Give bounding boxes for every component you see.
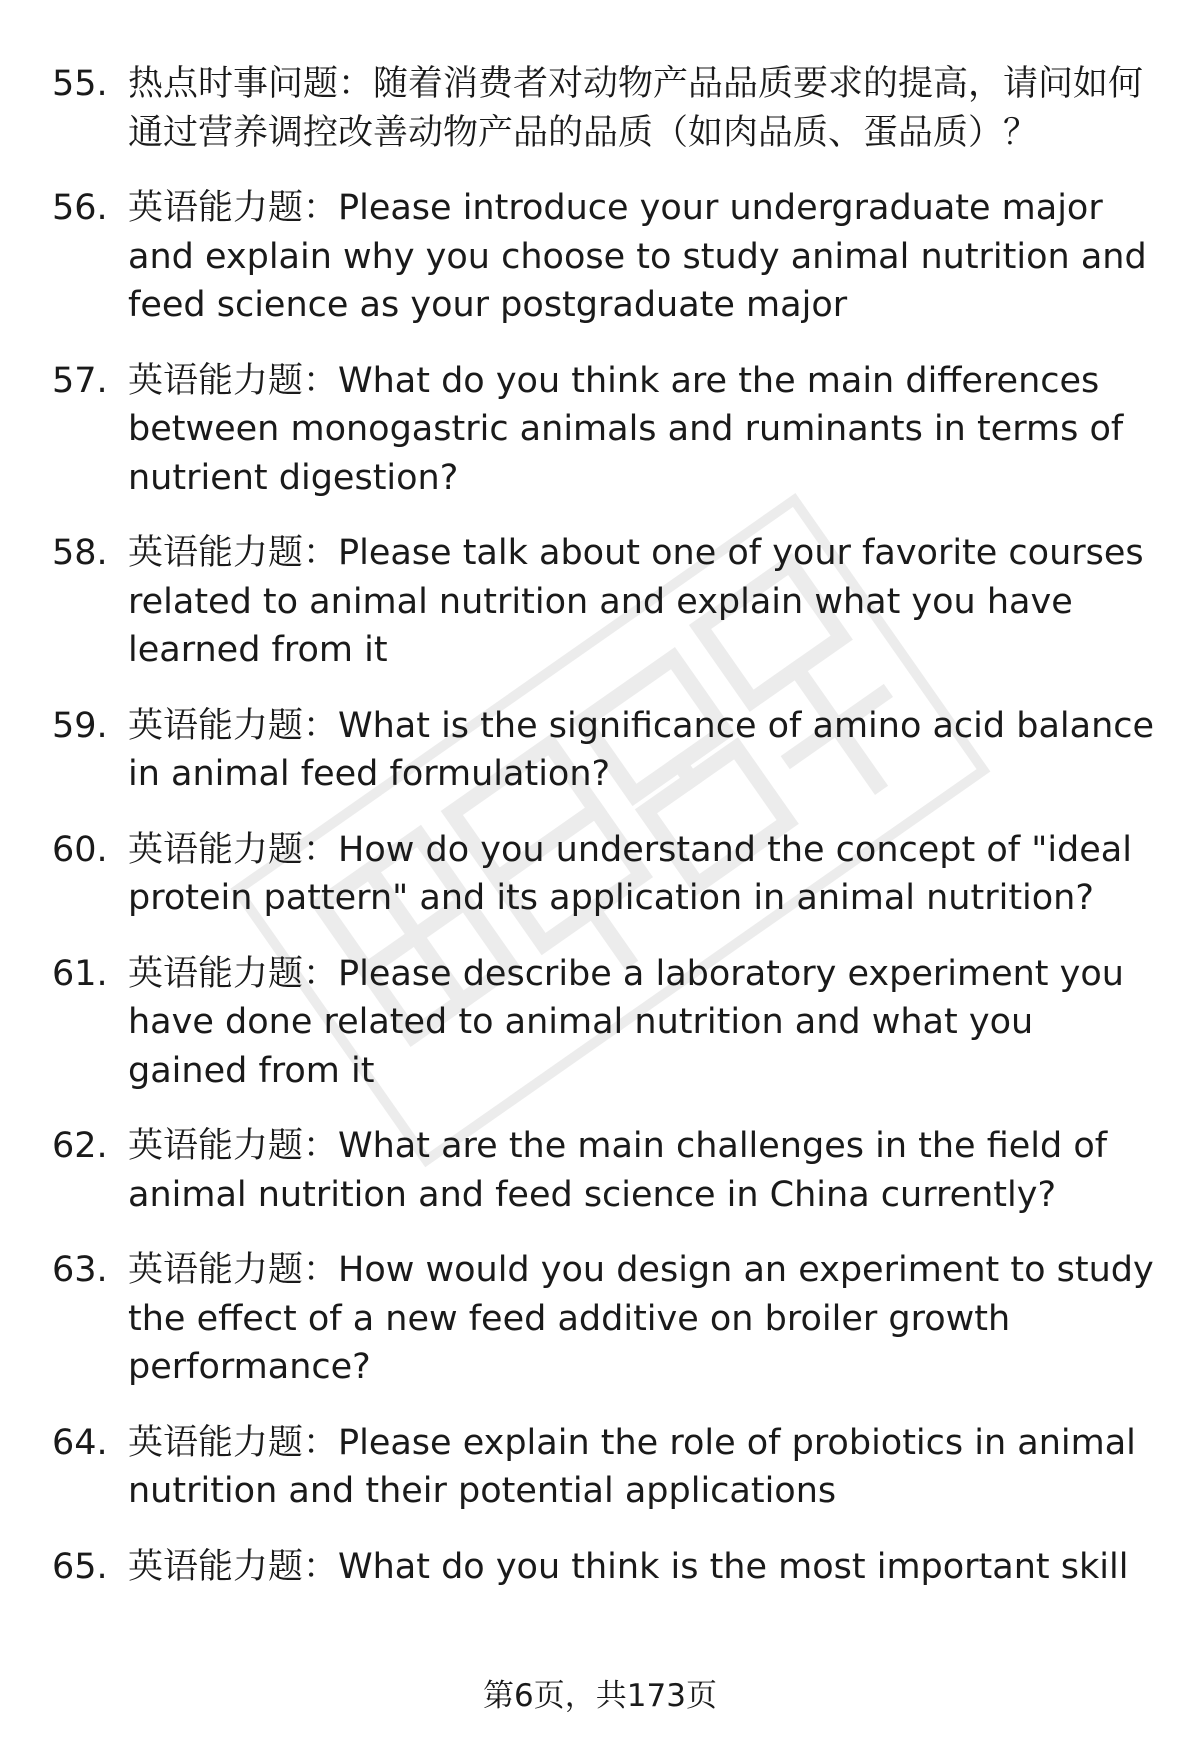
question-item (0, 1543, 1200, 1592)
question-item (0, 702, 1200, 799)
question-number: 58. (52, 533, 108, 573)
question-item (0, 1246, 1200, 1392)
question-list (0, 60, 1200, 1618)
question-item (0, 357, 1200, 503)
question-text: 英语能力题：Please introduce your undergraduate major and explain why you choose to study animal nutrition and feed science as your postgraduate major (128, 188, 1147, 325)
question-number: 61. (52, 953, 108, 994)
question-item (0, 826, 1200, 923)
question-number: 65. (52, 1546, 108, 1587)
question-number: 57. (52, 360, 108, 401)
question-text: 英语能力题：What do you think is the most important skill (128, 1546, 1129, 1587)
question-item (0, 60, 1200, 157)
question-item (0, 184, 1200, 330)
question-text: 英语能力题：How do you understand the concept of "ideal protein pattern" and its application in animal nutrition? (128, 829, 1132, 918)
question-number: 59. (52, 705, 108, 746)
question-number: 63. (52, 1250, 108, 1290)
question-number: 55. (52, 64, 108, 104)
question-number: 62. (52, 1126, 108, 1166)
question-text: 英语能力题：What do you think are the main differences between monogastric animals and ruminants in terms of nutrient digestion? (128, 360, 1124, 498)
question-text: 英语能力题：What are the main challenges in the field of animal nutrition and feed science in China currently? (128, 1126, 1108, 1215)
question-text: 英语能力题：What is the significance of amino acid balance in animal feed formulation? (128, 705, 1155, 794)
question-text: 热点时事问题：随着消费者对动物产品品质要求的提高，请问如何通过营养调控改善动物产品的品质（如肉品质、蛋品质）？ (128, 64, 1144, 153)
question-item (0, 529, 1200, 675)
question-number: 64. (52, 1422, 108, 1463)
question-text: 英语能力题：Please explain the role of probiotics in animal nutrition and their potential applications (128, 1422, 1136, 1511)
question-number: 60. (52, 829, 108, 870)
question-text: 英语能力题：Please talk about one of your favorite courses related to animal nutrition and explain what you have learned from it (128, 533, 1144, 670)
question-item (0, 950, 1200, 1096)
question-item (0, 1122, 1200, 1219)
question-text: 英语能力题：Please describe a laboratory experiment you have done related to animal nutrition and what you gained from it (128, 953, 1124, 1091)
question-text: 英语能力题：How would you design an experiment to study the effect of a new feed additive on broiler growth performance? (128, 1250, 1154, 1387)
question-item (0, 1419, 1200, 1516)
question-number: 56. (52, 188, 108, 228)
page-number-footer: 第6页，共173页 (483, 1678, 717, 1714)
